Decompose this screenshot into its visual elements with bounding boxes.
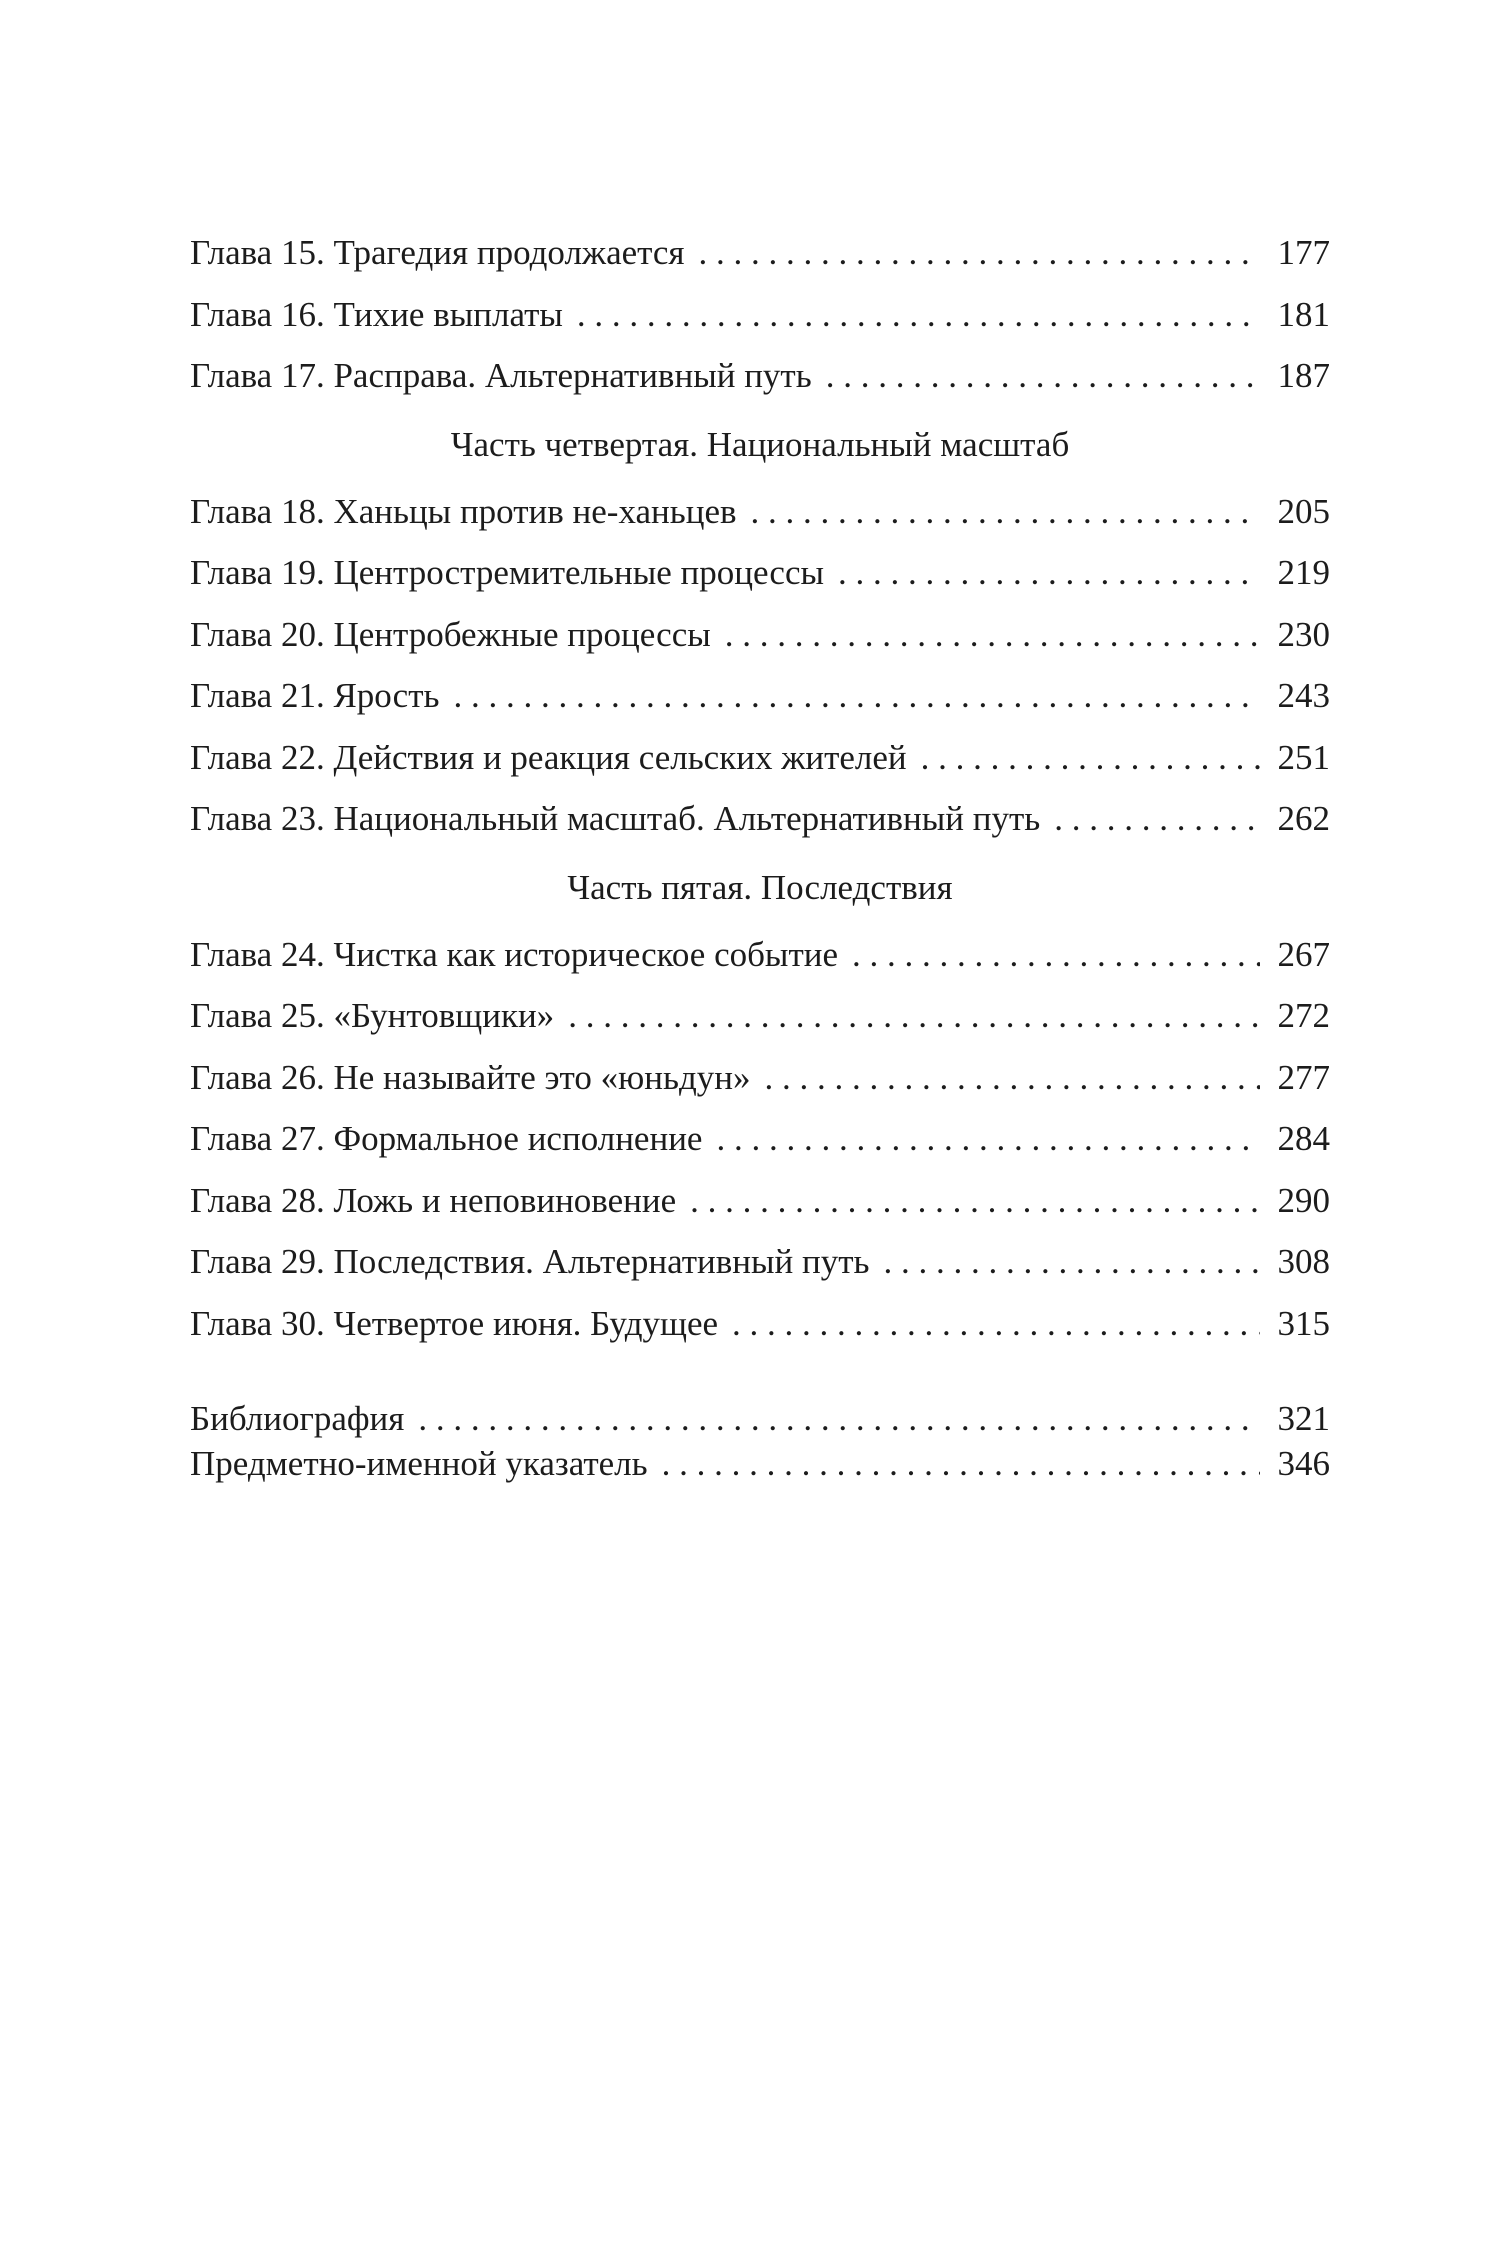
- dot-leader: [690, 1170, 1260, 1232]
- dot-leader: [884, 1231, 1261, 1293]
- toc-entry-page: 346: [1277, 1444, 1330, 1483]
- back-matter-list: [190, 1396, 1330, 1486]
- chapter-list-part3: [190, 222, 1330, 407]
- toc-entry-title: Глава 16. Тихие выплаты: [190, 294, 563, 334]
- toc-entry-chapter-23: [190, 788, 1330, 850]
- toc-entry-title: Глава 19. Центростремительные процессы: [190, 553, 824, 592]
- toc-entry-page: 205: [1277, 491, 1330, 531]
- toc-entry-page: 181: [1277, 294, 1330, 334]
- dot-leader: [699, 222, 1260, 284]
- toc-entry-title: Глава 30. Четвертое июня. Будущее: [190, 1303, 719, 1343]
- toc-entry-page: 251: [1277, 737, 1330, 777]
- toc-entry-chapter-27: [190, 1108, 1330, 1170]
- dot-leader: [418, 1396, 1260, 1441]
- toc-entry-chapter-21: [190, 665, 1330, 727]
- toc-entry-page: 262: [1277, 799, 1330, 838]
- toc-entry-chapter-25: [190, 985, 1330, 1047]
- dot-leader: [765, 1047, 1260, 1109]
- toc-entry-chapter-15: [190, 222, 1330, 284]
- toc-entry-chapter-16: [190, 284, 1330, 346]
- dot-leader: [921, 727, 1260, 789]
- toc-entry-title: Глава 25. «Бунтовщики»: [190, 996, 555, 1035]
- toc-entry-page: 308: [1277, 1242, 1330, 1281]
- toc-entry-chapter-24: [190, 924, 1330, 986]
- toc-entry-title: Глава 29. Последствия. Альтернативный путь: [190, 1242, 870, 1281]
- toc-entry-page: 284: [1277, 1119, 1330, 1158]
- toc-entry-page: 219: [1277, 553, 1330, 592]
- toc-entry-chapter-28: [190, 1170, 1330, 1232]
- toc-entry-page: 177: [1277, 233, 1330, 272]
- toc-entry-page: 187: [1277, 356, 1330, 395]
- toc-entry-chapter-17: [190, 345, 1330, 407]
- toc-entry-title: Глава 20. Центробежные процессы: [190, 614, 711, 654]
- toc-entry-chapter-29: [190, 1231, 1330, 1293]
- toc-entry-index: [190, 1441, 1330, 1486]
- toc-entry-chapter-19: [190, 542, 1330, 604]
- dot-leader: [751, 481, 1261, 543]
- part-four-heading: Часть четвертая. Национальный масштаб: [450, 424, 1070, 464]
- toc-entry-title: Глава 23. Национальный масштаб. Альтернативный путь: [190, 799, 1041, 838]
- toc-entry-page: 243: [1277, 676, 1330, 715]
- toc-entry-page: 315: [1277, 1303, 1330, 1343]
- toc-entry-chapter-20: [190, 604, 1330, 666]
- toc-entry-page: 321: [1277, 1399, 1330, 1438]
- toc-entry-page: 267: [1277, 934, 1330, 974]
- toc-entry-title: Библиография: [190, 1399, 405, 1438]
- toc-entry-page: 290: [1277, 1180, 1330, 1220]
- toc-entry-chapter-30: [190, 1293, 1330, 1355]
- toc-entry-title: Глава 24. Чистка как историческое событие: [190, 934, 839, 974]
- dot-leader: [725, 604, 1260, 666]
- dot-leader: [852, 924, 1260, 986]
- toc-entry-title: Глава 17. Расправа. Альтернативный путь: [190, 356, 812, 395]
- toc-entry-title: Глава 21. Ярость: [190, 676, 440, 715]
- dot-leader: [568, 985, 1260, 1047]
- toc-entry-chapter-22: [190, 727, 1330, 789]
- toc-entry-page: 277: [1277, 1057, 1330, 1097]
- toc-entry-title: Глава 15. Трагедия продолжается: [190, 233, 685, 272]
- toc-entry-title: Глава 27. Формальное исполнение: [190, 1119, 703, 1158]
- toc-entry-page: 230: [1277, 614, 1330, 654]
- part-five-heading: Часть пятая. Последствия: [567, 867, 953, 907]
- toc-entry-title: Глава 26. Не называйте это «юньдун»: [190, 1057, 751, 1097]
- toc-entry-bibliography: [190, 1396, 1330, 1441]
- dot-leader: [826, 345, 1260, 407]
- toc-entry-title: Предметно-именной указатель: [190, 1444, 648, 1483]
- toc-entry-title: Глава 18. Ханьцы против не-ханьцев: [190, 491, 737, 531]
- dot-leader: [662, 1441, 1260, 1486]
- dot-leader: [732, 1293, 1260, 1355]
- toc-entry-page: 272: [1277, 996, 1330, 1035]
- dot-leader: [577, 284, 1260, 346]
- table-of-contents: [190, 222, 1330, 1486]
- toc-entry-chapter-26: [190, 1047, 1330, 1109]
- chapter-list-part5: [190, 924, 1330, 1355]
- toc-entry-title: Глава 28. Ложь и неповиновение: [190, 1180, 677, 1220]
- dot-leader: [716, 1108, 1260, 1170]
- toc-entry-title: Глава 22. Действия и реакция сельских жителей: [190, 737, 907, 777]
- dot-leader: [453, 665, 1260, 727]
- chapter-list-part4: [190, 481, 1330, 850]
- toc-entry-chapter-18: [190, 481, 1330, 543]
- dot-leader: [1054, 788, 1260, 850]
- dot-leader: [838, 542, 1260, 604]
